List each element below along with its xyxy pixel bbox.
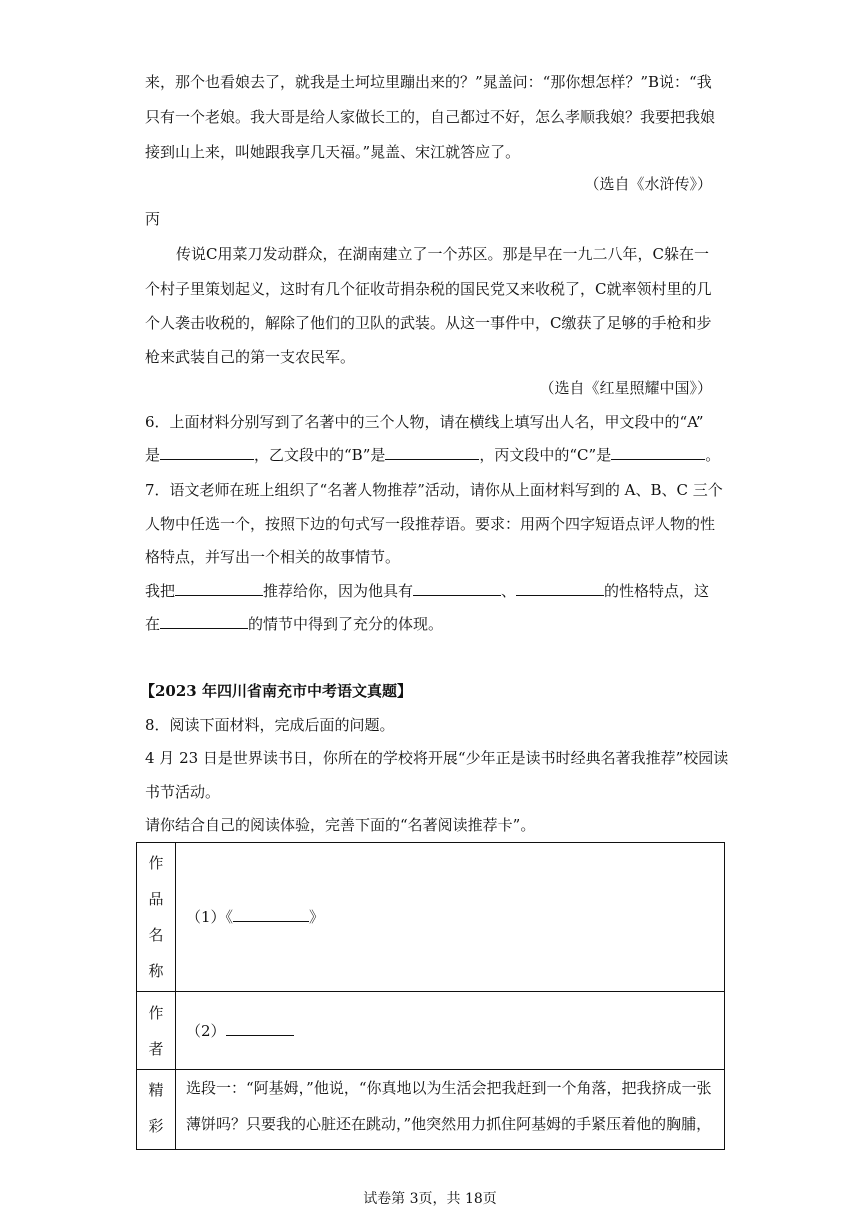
q6-text-c: ，丙文段中的“C”是 xyxy=(479,446,612,464)
q7-t1: 我把 xyxy=(145,582,176,600)
q7-t2: 推荐给你，因为他具有 xyxy=(263,582,414,600)
recommendation-card-table xyxy=(136,842,725,1150)
card-label-char: 作 xyxy=(148,1003,164,1022)
passage-yi-source: （选自《水浒传》） xyxy=(584,175,712,193)
q7-line-3: 格特点，并写出一个相关的故事情节。 xyxy=(145,548,401,566)
q7-t4: 的性格特点，这 xyxy=(604,582,710,600)
q7-template-line-1 xyxy=(145,581,709,601)
q8-line-1: 8．阅读下面材料，完成后面的问题。 xyxy=(145,716,395,734)
card-row-author xyxy=(137,992,725,1070)
passage-bing-line-4: 枪来武装自己的第一支农民军。 xyxy=(145,348,356,366)
card-label-char: 精 xyxy=(148,1081,164,1099)
card-row-excerpt xyxy=(137,1070,725,1150)
card-row-title xyxy=(137,843,725,992)
q7-line-2: 人物中任选一个，按照下边的句式写一段推荐语。要求：用两个四字短语点评人物的性 xyxy=(145,515,716,533)
card-title-prefix: （1）《 xyxy=(186,908,234,926)
q7-t6: 的情节中得到了充分的体现。 xyxy=(248,615,444,633)
card-title-suffix: 》 xyxy=(309,908,325,926)
q7-blank-trait-2[interactable] xyxy=(516,581,604,596)
q7-template-line-2 xyxy=(145,614,443,634)
card-author-cell xyxy=(176,992,725,1070)
passage-yi-line-3: 接到山上来，叫她跟我享几天福。”晁盖、宋江就答应了。 xyxy=(145,143,521,161)
q7-t5: 在 xyxy=(145,615,161,633)
card-title-blank[interactable] xyxy=(233,907,309,922)
q6-blank-b[interactable] xyxy=(385,445,479,460)
card-label-author xyxy=(137,992,176,1070)
card-label-title xyxy=(137,843,176,992)
q7-blank-plot[interactable] xyxy=(160,614,248,629)
passage-bing-line-3: 个人袭击收税的，解除了他们的卫队的武装。从这一事件中，C缴获了足够的手枪和步 xyxy=(145,314,712,332)
q7-t3: 、 xyxy=(501,582,517,600)
card-excerpt-line-1: 选段一：“阿基姆，”他说，“你真地以为生活会把我赶到一个角落，把我挤成一张 xyxy=(186,1079,712,1097)
card-label-char: 彩 xyxy=(148,1117,164,1135)
q8-line-3: 书节活动。 xyxy=(145,783,221,801)
passage-bing-source: （选自《红星照耀中国》） xyxy=(539,379,712,397)
passage-yi-line-1: 来，那个也看娘去了，就我是土坷垃里蹦出来的？”晁盖问：“那你想怎样？”B说：“我 xyxy=(145,73,712,91)
q7-line-1: 7．语文老师在班上组织了“名著人物推荐”活动，请你从上面材料写到的 A、B、C 三个 xyxy=(145,481,723,499)
q6-line-1: 6．上面材料分别写到了名著中的三个人物，请在横线上填写出人名，甲文段中的“A” xyxy=(145,413,704,431)
q6-blank-a[interactable] xyxy=(160,445,254,460)
card-label-char: 者 xyxy=(148,1039,164,1058)
passage-bing-line-2: 个村子里策划起义，这时有几个征收苛捐杂税的国民党又来收税了，C就率领村里的几 xyxy=(145,280,712,298)
q8-line-2: 4 月 23 日是世界读书日，你所在的学校将开展“少年正是读书时经典名著我推荐”校园读 xyxy=(145,749,729,767)
card-excerpt-cell xyxy=(176,1070,725,1150)
page-footer: 试卷第 3页，共 18页 xyxy=(363,1191,497,1207)
card-excerpt-line-2: 薄饼吗？只要我的心脏还在跳动，”他突然用力抓住阿基姆的手紧压着他的胸脯， xyxy=(186,1115,712,1133)
q6-end: 。 xyxy=(705,446,721,464)
q7-blank-person[interactable] xyxy=(175,581,263,596)
q6-line-2 xyxy=(145,445,720,465)
section-heading: 【2023 年四川省南充市中考语文真题】 xyxy=(140,682,412,700)
card-label-char: 名 xyxy=(148,926,164,944)
card-label-char: 称 xyxy=(148,962,164,980)
passage-bing-line-1: 传说C用菜刀发动群众，在湖南建立了一个苏区。那是早在一九二八年，C躲在一 xyxy=(176,245,709,263)
q6-text-a: 是 xyxy=(145,446,161,464)
passage-yi-line-2: 只有一个老娘。我大哥是给人家做长工的，自己都过不好，怎么孝顺我娘？我要把我娘 xyxy=(145,108,716,126)
passage-bing-label: 丙 xyxy=(145,210,161,228)
q8-line-4: 请你结合自己的阅读体验，完善下面的“名著阅读推荐卡”。 xyxy=(145,816,536,834)
q7-blank-trait-1[interactable] xyxy=(413,581,501,596)
q6-text-b: ，乙文段中的“B”是 xyxy=(254,446,386,464)
card-author-blank[interactable] xyxy=(226,1021,294,1036)
card-author-prefix: （2） xyxy=(186,1021,226,1040)
card-label-char: 作 xyxy=(148,854,164,872)
card-title-cell xyxy=(176,843,725,992)
card-label-char: 品 xyxy=(148,890,164,908)
q6-blank-c[interactable] xyxy=(611,445,705,460)
card-label-excerpt xyxy=(137,1070,176,1150)
